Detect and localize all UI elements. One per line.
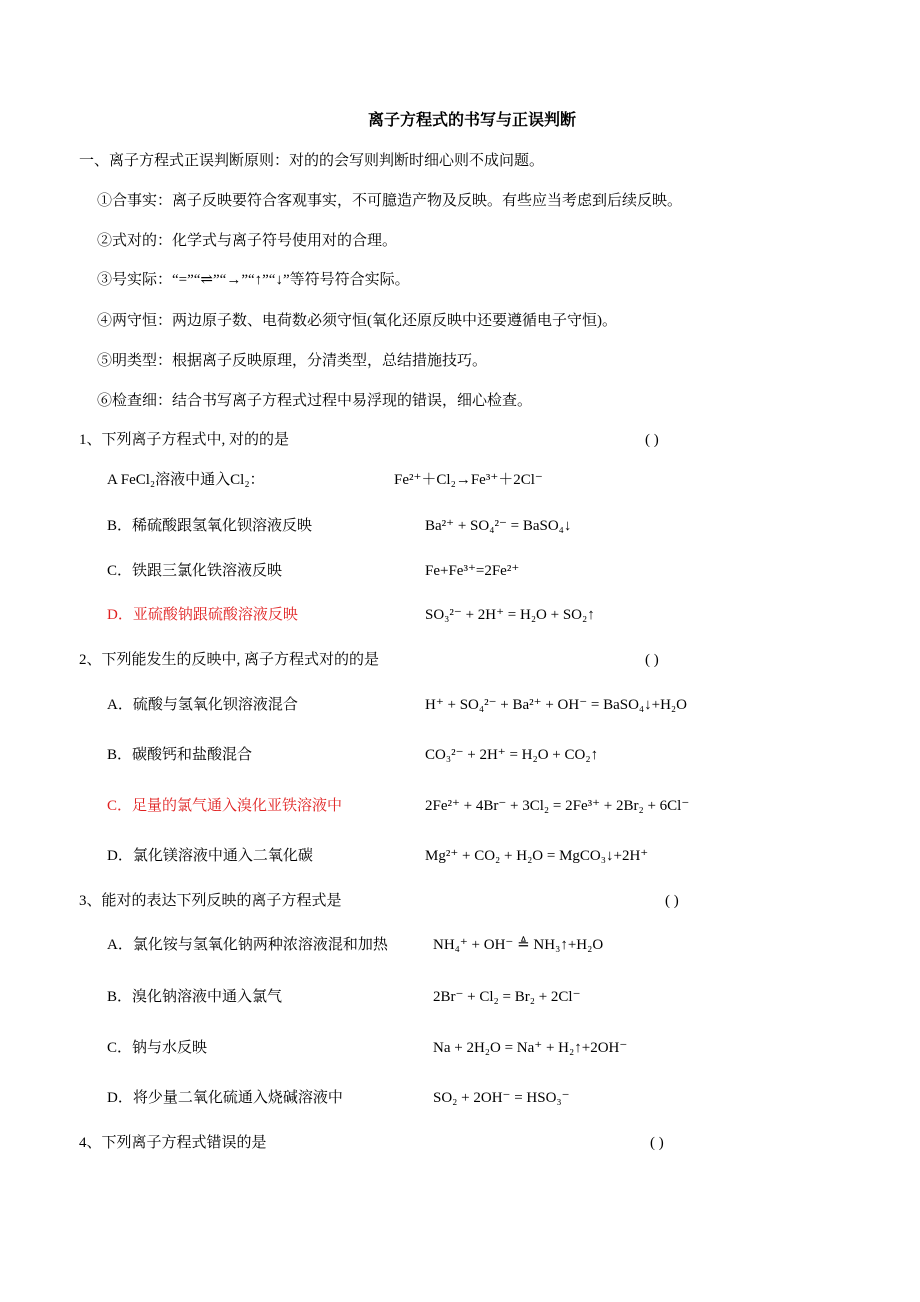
question-stem: 4、下列离子方程式错误的是 xyxy=(79,1135,267,1151)
option-label: B．溴化钠溶液中通入氯气 xyxy=(107,989,283,1005)
option-formula: Ba²⁺ + SO₄²⁻ = BaSO₄↓ xyxy=(425,518,572,534)
option-label: C．铁跟三氯化铁溶液反映 xyxy=(107,563,283,579)
option-formula: H⁺ + SO₄²⁻ + Ba²⁺ + OH⁻ = BaSO₄↓+H₂O xyxy=(425,697,687,713)
answer-blank: ( ) xyxy=(645,652,659,668)
option-label: A FeCl₂溶液中通入Cl₂： xyxy=(107,472,265,488)
option-formula: Fe²⁺＋Cl₂→Fe³⁺＋2Cl⁻ xyxy=(394,472,543,488)
principle-item: ④两守恒：两边原子数、电荷数必须守恒(氧化还原反映中还要遵循电子守恒)。 xyxy=(97,313,617,329)
question-stem: 2、下列能发生的反映中, 离子方程式对的的是 xyxy=(79,652,380,668)
answer-blank: ( ) xyxy=(650,1135,664,1151)
option-label: D．氯化镁溶液中通入二氧化碳 xyxy=(107,848,313,864)
option-label: C．钠与水反映 xyxy=(107,1040,208,1056)
option-label: B．碳酸钙和盐酸混合 xyxy=(107,747,253,763)
option-formula: Mg²⁺ + CO₂ + H₂O = MgCO₃↓+2H⁺ xyxy=(425,848,649,864)
principle-item: ②式对的：化学式与离子符号使用对的合理。 xyxy=(97,233,398,249)
answer-blank: ( ) xyxy=(645,432,659,448)
principles-heading: 一、离子方程式正误判断原则：对的的会写则判断时细心则不成问题。 xyxy=(79,153,545,169)
option-label: A．硫酸与氢氧化钡溶液混合 xyxy=(107,697,298,713)
option-label-highlighted: C．足量的氯气通入溴化亚铁溶液中 xyxy=(107,798,343,814)
option-label-highlighted: D．亚硫酸钠跟硫酸溶液反映 xyxy=(107,607,298,623)
answer-blank: ( ) xyxy=(665,893,679,909)
option-formula: SO₃²⁻ + 2H⁺ = H₂O + SO₂↑ xyxy=(425,607,595,623)
principle-item: ⑥检查细：结合书写离子方程式过程中易浮现的错误，细心检查。 xyxy=(97,393,533,409)
option-formula: Na + 2H₂O = Na⁺ + H₂↑+2OH⁻ xyxy=(433,1040,628,1056)
option-label: D．将少量二氧化硫通入烧碱溶液中 xyxy=(107,1090,343,1106)
page-title: 离子方程式的书写与正误判断 xyxy=(368,112,577,129)
option-formula: 2Br⁻ + Cl₂ = Br₂ + 2Cl⁻ xyxy=(433,989,581,1005)
option-formula: Fe+Fe³⁺=2Fe²⁺ xyxy=(425,563,520,579)
principle-item: ③号实际：“=”“⇌”“→”“↑”“↓”等符号符合实际。 xyxy=(97,272,410,288)
option-label: B．稀硫酸跟氢氧化钡溶液反映 xyxy=(107,518,313,534)
option-formula: CO₃²⁻ + 2H⁺ = H₂O + CO₂↑ xyxy=(425,747,599,763)
option-label: A．氯化铵与氢氧化钠两种浓溶液混和加热 xyxy=(107,937,388,953)
question-stem: 1、下列离子方程式中, 对的的是 xyxy=(79,432,290,448)
principle-item: ①合事实：离子反映要符合客观事实，不可臆造产物及反映。有些应当考虑到后续反映。 xyxy=(97,193,683,209)
option-formula: SO₂ + 2OH⁻ = HSO₃⁻ xyxy=(433,1090,570,1106)
principle-item: ⑤明类型：根据离子反映原理，分清类型，总结措施技巧。 xyxy=(97,353,488,369)
option-formula: NH₄⁺ + OH⁻ ≜ NH₃↑+H₂O xyxy=(433,937,604,953)
option-formula: 2Fe²⁺ + 4Br⁻ + 3Cl₂ = 2Fe³⁺ + 2Br₂ + 6Cl⁻ xyxy=(425,798,690,814)
question-stem: 3、能对的表达下列反映的离子方程式是 xyxy=(79,893,342,909)
